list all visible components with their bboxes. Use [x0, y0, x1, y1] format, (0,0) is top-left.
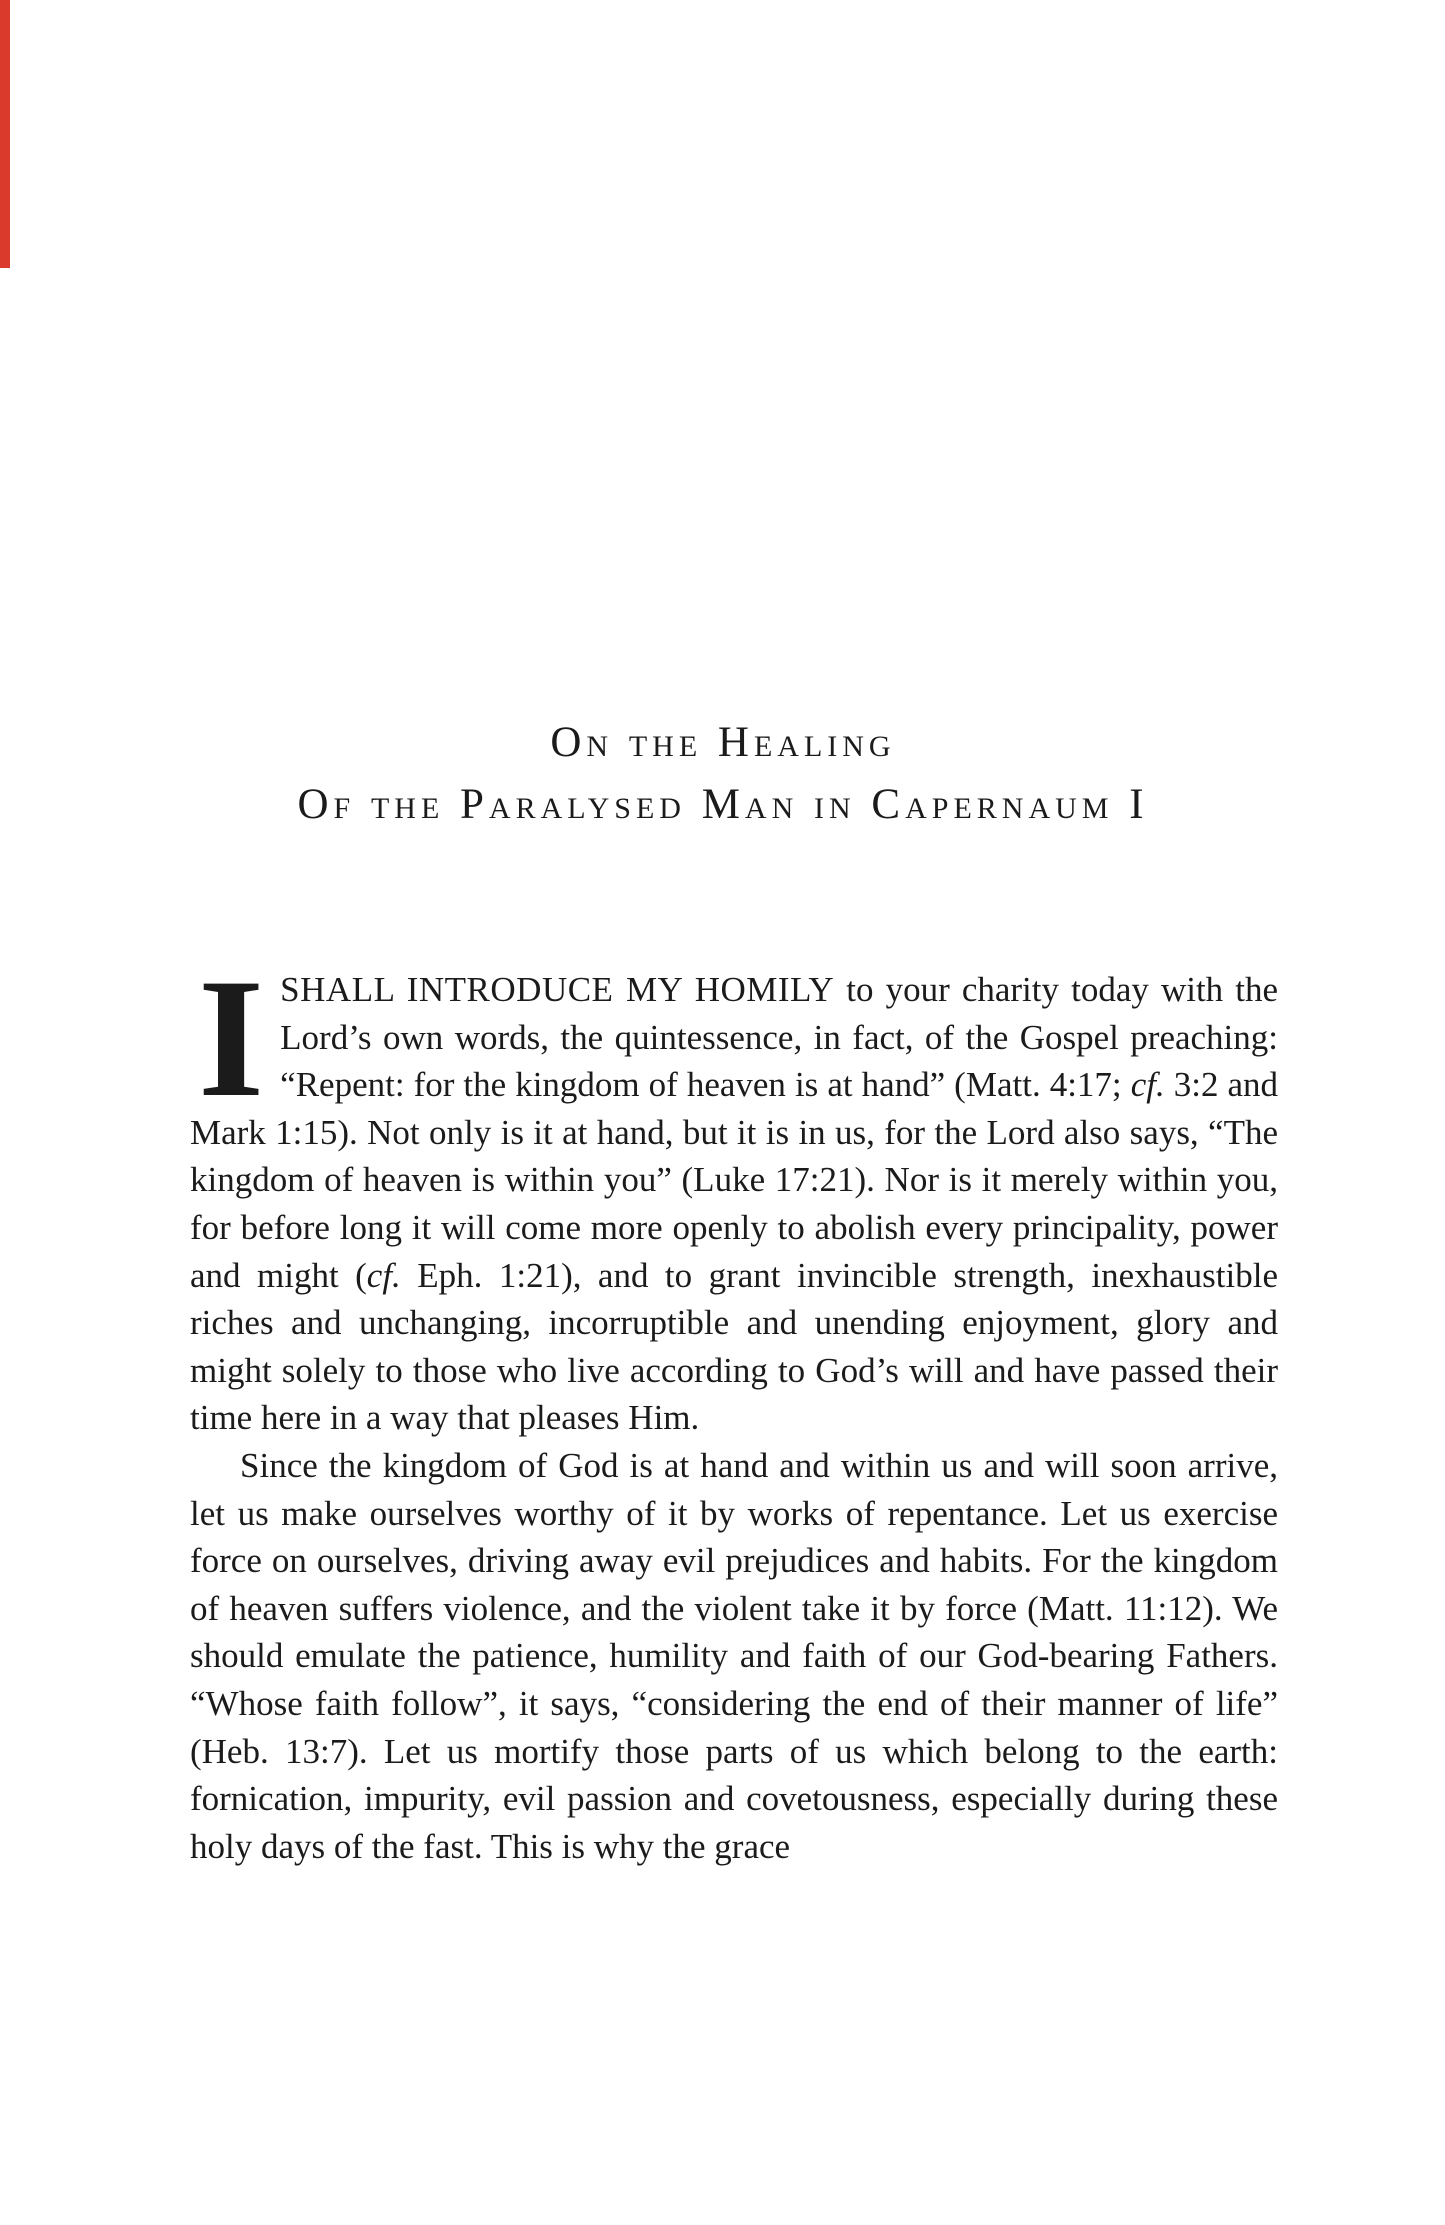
citation-abbreviation-italic: cf. [1130, 1065, 1165, 1105]
chapter-title [178, 712, 1268, 836]
lead-in-small-caps: SHALL INTRODUCE MY HOMILY [280, 970, 835, 1009]
paragraph-first [190, 944, 1279, 1442]
body-text-segment: to your charity today with the Lord’s own words, the quintessence, in fact, of the Gospel preaching: “Repent: for the kingdom of heaven is at hand” (Matt. 4:17; [280, 970, 1279, 1105]
chapter-title-line-2: Of the Paralysed Man in Capernaum I [297, 781, 1149, 828]
paragraph-second: Since the kingdom of God is at hand and within us and will soon arrive, let us make ourselves worthy of it by works of repentance. Let us exercise force on ourselves, driving away evil prejudices and habits. For the kingdom of heaven suffers violence, and the violent take it by force (Matt. 11:12). We should emulate the patience, humility and faith of our God-bearing Fathers. “Whose faith follow”, it says, “considering the end of their manner of life” (Heb. 13:7). Let us mortify those parts of us which belong to the earth: fornication, impurity, evil passion and covetousness, especially during these holy days of the fast. This is why the grace [190, 1445, 1278, 1866]
chapter-title-line-1: On the Healing [550, 719, 896, 766]
homily-body-text [190, 944, 1279, 1870]
body-text-segment: Eph. 1:21), and to grant invincible strength, inexhaustible riches and unchanging, incorruptible and unending enjoyment, glory and might solely to those who live according to God’s will and have passed their time here in a way that pleases Him. [190, 1255, 1278, 1438]
drop-cap-initial: I [198, 944, 265, 1132]
scan-artifact-red-strip [0, 0, 10, 268]
citation-abbreviation-italic: cf. [366, 1255, 401, 1295]
body-text-segment: 3:2 and Mark 1:15). Not only is it at hand, but it is in us, for the Lord also says, “The kingdom of heaven is within you” (Luke 17:21). Nor is it merely within you, for before long it will come more openly to abolish every principality, power and might ( [190, 1065, 1278, 1295]
